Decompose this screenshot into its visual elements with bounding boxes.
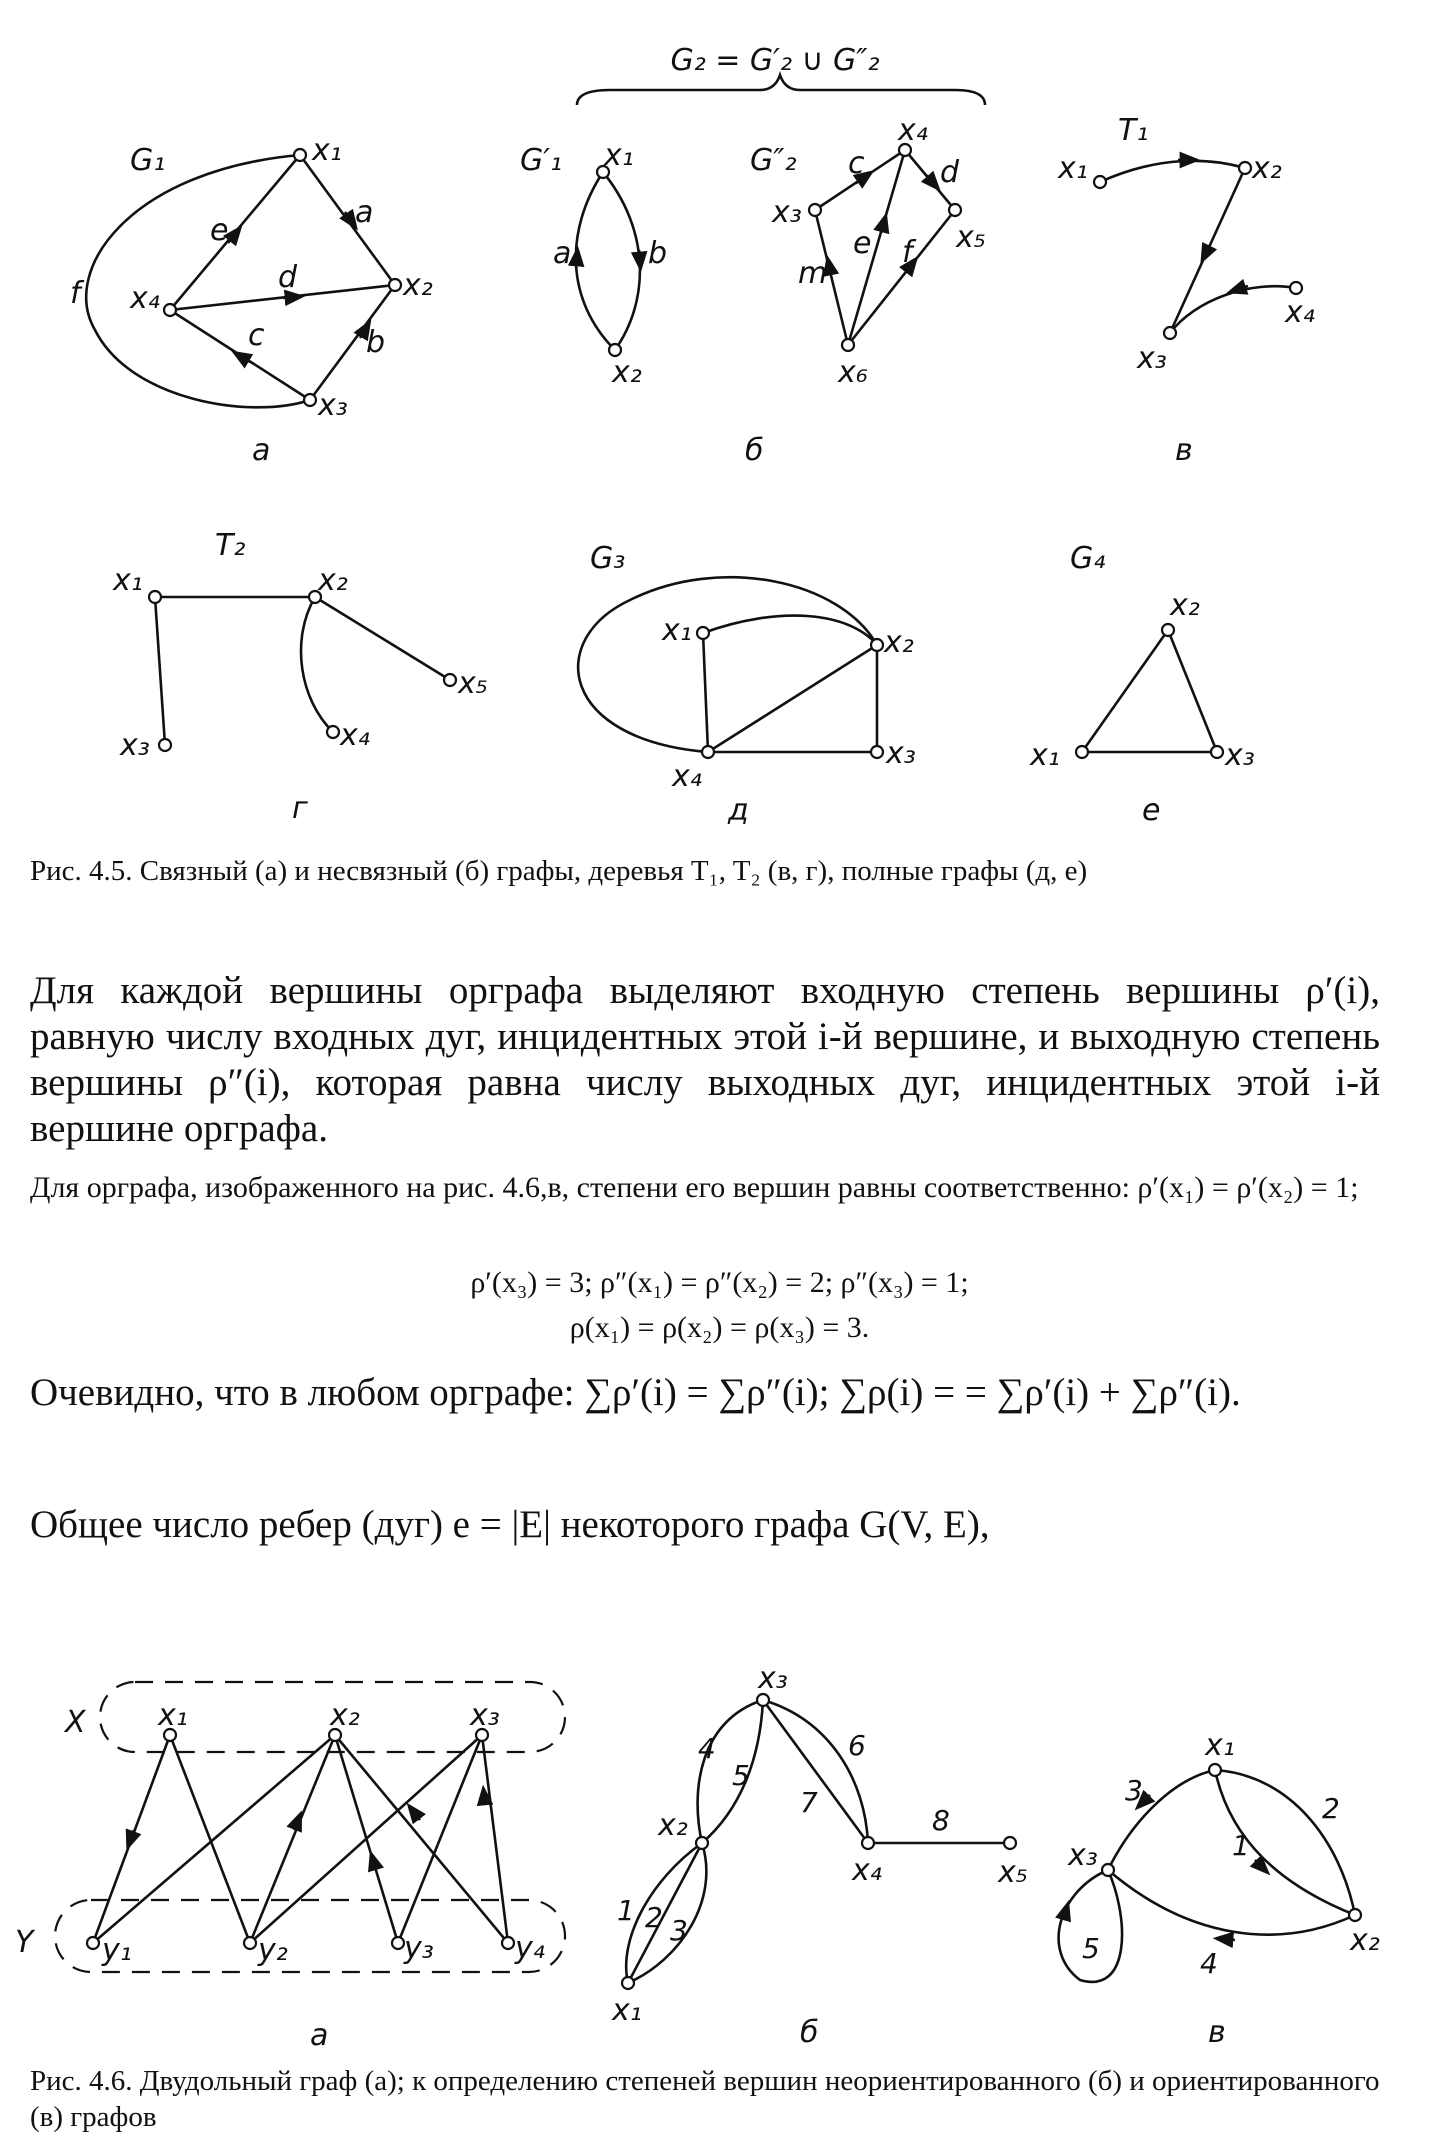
ug-label-3: 3: [670, 1914, 688, 1947]
label-edge-d: d: [278, 260, 298, 295]
vertex-x2: [389, 279, 401, 291]
panel-4-5-b: [520, 113, 986, 468]
dg-vertex-x3: [1102, 1864, 1114, 1876]
bip-edge-x1-y2: [170, 1735, 250, 1943]
label-edge-e: e: [210, 213, 229, 248]
dg-label-x3: x₃: [1068, 1838, 1098, 1873]
ug-label-x1: x₁: [612, 1993, 642, 2028]
vertex-right-x5: [949, 204, 961, 216]
panel-4-6-a: [15, 1682, 565, 2053]
label-edge-c: c: [248, 318, 265, 353]
ug-label-4: 4: [698, 1732, 716, 1765]
panel-b-title-right: G″₂: [750, 143, 797, 178]
ug-vertex-x4: [862, 1837, 874, 1849]
vertex-x1: [294, 149, 306, 161]
t2-vertex-x3: [159, 739, 171, 751]
t1-label-x2: x₂: [1252, 151, 1282, 186]
paragraph-3: Общее число ребер (дуг) e = |E| некоторого графа G(V, E),: [30, 1503, 990, 1546]
dg-label-1: 1: [1232, 1829, 1250, 1862]
ug-label-7: 7: [800, 1786, 818, 1819]
figure-4-6-caption: Рис. 4.6. Двудольный граф (а); к определению степеней вершин неориентированного (б) и ориентированного (в) графов: [30, 2065, 1380, 2133]
panel-e-sublabel: е: [1142, 793, 1161, 828]
t1-vertex-x2: [1239, 162, 1251, 174]
fig45-header: G₂ = G′₂ ∪ G″₂: [670, 43, 880, 78]
label-edge-b-left: b: [648, 236, 668, 271]
ug-vertex-x1: [622, 1977, 634, 1989]
bip-label-x3: x₃: [470, 1698, 500, 1733]
bip-arrow-5: [484, 1795, 485, 1805]
panel-g-sublabel: г: [292, 791, 308, 826]
label-edge-e-right: e: [853, 226, 872, 261]
vertex-right-x6: [842, 339, 854, 351]
dg-label-5: 5: [1082, 1932, 1100, 1965]
dg-label-x2: x₂: [1350, 1923, 1380, 1958]
g3-edge-x1-x2: [703, 616, 877, 645]
edge-f: [86, 155, 310, 407]
ug-vertex-x5: [1004, 1837, 1016, 1849]
t1-label-x1: x₁: [1058, 151, 1088, 186]
t1-vertex-x3: [1164, 327, 1176, 339]
ug-label-x3: x₃: [758, 1661, 788, 1696]
ug-edge-7: [763, 1700, 868, 1843]
vertex-x4: [164, 304, 176, 316]
figure-4-5: [0, 0, 1439, 845]
label-edge-m-right: m: [798, 256, 828, 291]
label-left-x2: x₂: [612, 355, 642, 390]
t2-label-x1: x₁: [113, 563, 143, 598]
edge-c: [170, 310, 310, 400]
panel-4-6-b-sublabel: б: [800, 2015, 819, 2050]
bip-arrow-4: [413, 1811, 420, 1820]
bip-edge-x2-y4: [335, 1735, 508, 1943]
dg-label-2: 2: [1322, 1792, 1340, 1825]
panel-4-6-v-sublabel: в: [1208, 2015, 1226, 2050]
panel-4-5-d: [578, 541, 916, 828]
bip-label-y1: y₁: [102, 1933, 132, 1968]
g4-label-x2: x₂: [1170, 588, 1200, 623]
panel-4-5-v: [1057, 113, 1315, 468]
g3-vertex-x3: [871, 746, 883, 758]
t1-label-x3: x₃: [1137, 341, 1167, 376]
t1-vertex-x4: [1290, 282, 1302, 294]
t2-label-x3: x₃: [120, 728, 150, 763]
arrow-d: [283, 297, 295, 298]
label-edge-b: b: [366, 325, 386, 360]
g3-label-x1: x₁: [662, 613, 692, 648]
ug-vertex-x2: [696, 1837, 708, 1849]
panel-4-5-g: [112, 528, 488, 826]
edge-b-left: [603, 172, 640, 350]
ug-label-6: 6: [848, 1729, 866, 1762]
panel-b-sublabel: б: [745, 433, 764, 468]
dg-arrow-4: [1223, 1939, 1235, 1940]
bip-edge-x3-y3: [398, 1735, 482, 1943]
panel-4-6-a-sublabel: а: [310, 2018, 329, 2053]
edge-a-left: [576, 172, 615, 350]
dg-label-4: 4: [1200, 1947, 1218, 1980]
ug-label-x5: x₅: [998, 1855, 1028, 1890]
paragraph-2: Очевидно, что в любом орграфе: ∑ρ′(i) = ∑ρ″(i); ∑ρ(i) = = ∑ρ′(i) + ∑ρ″(i).: [30, 1371, 1241, 1414]
formula-2: ρ(x₁) = ρ(x₂) = ρ(x₃) = 3.: [569, 1311, 870, 1344]
dg-vertex-x2: [1349, 1909, 1361, 1921]
t2-edge-x1-x3: [155, 597, 165, 745]
g4-label-x3: x₃: [1225, 738, 1255, 773]
label-right-x5: x₅: [956, 220, 986, 255]
vertex-right-x3: [809, 204, 821, 216]
panel-4-5-e: [1029, 541, 1255, 828]
edge-a: [300, 155, 395, 285]
t1-edge-x1-x2: [1100, 161, 1245, 182]
bip-arrow-3: [373, 1860, 376, 1870]
bip-edge-x3-y4: [482, 1735, 508, 1943]
g3-edge-x4-x2-outer: [578, 577, 877, 752]
label-right-x6: x₆: [838, 355, 868, 390]
ug-label-1: 1: [617, 1894, 635, 1927]
t2-label-x2: x₂: [318, 563, 348, 598]
t1-label-x4: x₄: [1285, 295, 1315, 330]
header-brace: [577, 75, 985, 105]
bip-vertex-y3: [392, 1937, 404, 1949]
g4-label-x1: x₁: [1030, 738, 1060, 773]
panel-d-sublabel: д: [728, 793, 749, 828]
panel-4-6-v: [1059, 1728, 1380, 2050]
panel-b-title-left: G′₁: [520, 143, 563, 178]
set-y-label: Y: [15, 1925, 34, 1960]
bip-edge-x2-y1: [93, 1735, 335, 1943]
panel-d-title: G₃: [590, 541, 626, 576]
t2-vertex-x5: [444, 674, 456, 686]
figure-4-6: [0, 1640, 1439, 2060]
label-left-x1: x₁: [604, 138, 634, 173]
t2-edge-x2-x5: [315, 597, 450, 680]
panel-a-title: G₁: [130, 143, 166, 178]
label-right-x4: x₄: [898, 113, 928, 148]
set-x-label: X: [65, 1705, 86, 1740]
dg-edge-5: [1059, 1870, 1122, 1982]
dg-label-x1: x₁: [1205, 1728, 1235, 1763]
panel-4-6-b: [611, 1661, 1028, 2050]
g4-vertex-x3: [1211, 746, 1223, 758]
panel-e-title: G₄: [1070, 541, 1106, 576]
bip-edge-x3-y2: [250, 1735, 482, 1943]
arrow-b-left: [639, 250, 640, 262]
ug-label-2: 2: [645, 1901, 663, 1934]
bip-label-x1: x₁: [158, 1698, 188, 1733]
label-edge-a: a: [355, 195, 374, 230]
ug-label-x4: x₄: [852, 1853, 882, 1888]
label-edge-f: f: [70, 276, 81, 311]
label-x1: x₁: [312, 133, 342, 168]
g3-edge-x4-x2: [708, 645, 877, 752]
figure-4-5-caption: Рис. 4.5. Связный (а) и несвязный (б) графы, деревья T₁, T₂ (в, г), полные графы (д, е): [30, 855, 1088, 887]
label-edge-a-left: a: [553, 236, 572, 271]
vertex-x3: [304, 394, 316, 406]
g3-label-x3: x₃: [886, 736, 916, 771]
g4-edge-x2-x3: [1168, 630, 1217, 752]
dg-arrow-3: [1142, 1795, 1150, 1803]
t2-label-x5: x₅: [458, 666, 488, 701]
label-edge-d-right: d: [940, 155, 960, 190]
dg-label-3: 3: [1125, 1774, 1143, 1807]
example-line: Для орграфа, изображенного на рис. 4.6,в, степени его вершин равны соответственно: ρ′(x₁) = ρ′(x₂) = 1;: [30, 1171, 1359, 1204]
label-x3: x₃: [318, 388, 348, 423]
formula-1: ρ′(x₃) = 3; ρ″(x₁) = ρ″(x₂) = 2; ρ″(x₃) = 1;: [470, 1266, 969, 1299]
g4-vertex-x2: [1162, 624, 1174, 636]
bip-vertex-y2: [244, 1937, 256, 1949]
ug-label-8: 8: [932, 1804, 950, 1837]
bip-vertex-y4: [502, 1937, 514, 1949]
panel-v-title: T₁: [1118, 113, 1149, 148]
bip-vertex-y1: [87, 1937, 99, 1949]
label-edge-c-right: c: [848, 146, 865, 181]
panel-v-sublabel: в: [1175, 433, 1193, 468]
ug-label-5: 5: [732, 1759, 750, 1792]
t2-label-x4: x₄: [340, 718, 370, 753]
panel-4-5-a: [70, 133, 433, 468]
g3-edge-x1-x4: [703, 633, 708, 752]
ug-edge-2: [628, 1843, 702, 1983]
t1-vertex-x1: [1094, 176, 1106, 188]
g3-label-x2: x₂: [884, 625, 914, 660]
arrow-a-left: [576, 256, 577, 268]
label-edge-f-right: f: [902, 235, 913, 270]
g4-vertex-x1: [1076, 746, 1088, 758]
arrow-d-right: [926, 175, 934, 184]
ug-edge-4: [698, 1700, 763, 1843]
arrow-e-right: [881, 222, 884, 233]
bip-edge-x2-y2: [250, 1735, 335, 1943]
panel-g-title: T₂: [215, 528, 246, 563]
paragraph-1: Для каждой вершины орграфа выделяют входную степень вершины ρ′(i), равную числу входных дуг, инцидентных этой i-й вершине, и выходную степень вершины ρ″(i), которая равна числу выходных дуг, инцидентных этой i-й вершине орграфа.: [30, 969, 1380, 1150]
dg-edge-4: [1108, 1870, 1355, 1935]
dg-vertex-x1: [1209, 1764, 1221, 1776]
g3-vertex-x2: [871, 639, 883, 651]
label-x2: x₂: [403, 268, 433, 303]
g3-label-x4: x₄: [672, 759, 702, 794]
g3-vertex-x4: [702, 746, 714, 758]
bip-label-y3: y₃: [404, 1931, 434, 1966]
bip-label-y2: y₂: [258, 1933, 288, 1968]
g4-edge-x1-x2: [1082, 630, 1168, 752]
dg-arrow-1: [1255, 1860, 1263, 1868]
label-x4: x₄: [130, 281, 160, 316]
bip-label-x2: x₂: [330, 1698, 360, 1733]
t2-vertex-x4: [327, 726, 339, 738]
t2-vertex-x1: [149, 591, 161, 603]
g3-vertex-x1: [697, 627, 709, 639]
t2-edge-x2-x4: [301, 597, 333, 732]
bip-label-y4: y₄: [515, 1931, 545, 1966]
panel-a-sublabel: а: [252, 433, 271, 468]
ug-label-x2: x₂: [658, 1808, 688, 1843]
label-right-x3: x₃: [772, 195, 802, 230]
